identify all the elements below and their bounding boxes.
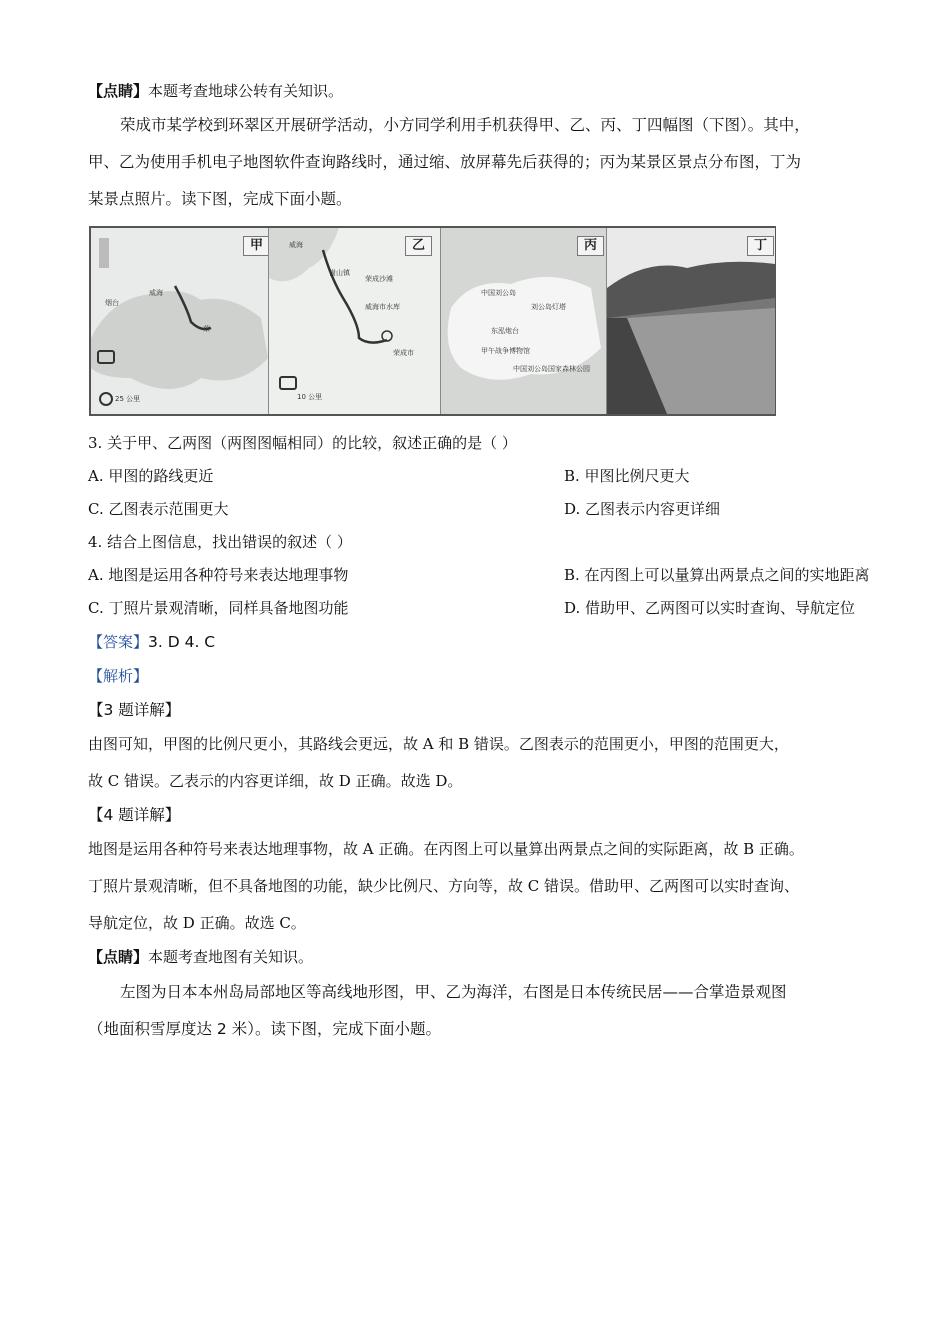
bing-poi-5: 中国刘公岛国家森林公园 [513,365,590,373]
q3-option-c: C. 乙图表示范围更大 [88,500,229,518]
detail-4-line-1: 地图是运用各种符号来表达地理事物，故 A 正确。在丙图上可以量算出两景点之间的实际距离，故 B 正确。 [88,840,804,858]
detail-4-line-2: 丁照片景观清晰，但不具备地图的功能，缺少比例尺、方向等，故 C 错误。借助甲、乙两图可以实时查询、 [88,877,800,895]
intro-line-1: 荣成市某学校到环翠区开展研学活动，小方同学利用手机获得甲、乙、丙、丁四幅图（下图）。其中， [120,116,810,134]
yi-place-weihai: 威海 [289,241,303,249]
q4-option-a: A. 地图是运用各种符号来表达地理事物 [88,566,349,584]
detail-4-line-3: 导航定位，故 D 正确。故选 C。 [88,914,306,932]
question-4: 4. 结合上图信息，找出错误的叙述（ ） [88,533,352,551]
panel-tag-jia: 甲 [243,236,268,256]
jia-place-weihai: 威海 [149,289,163,297]
yi-layer-icon[interactable] [279,376,297,390]
yi-place-rongcheng: 荣成市 [393,349,414,357]
detail-3-line-2: 故 C 错误。乙表示的内容更详细，故 D 正确。故选 D。 [88,772,463,790]
dianjing-text: 本题考查地球公转有关知识。 [148,82,344,100]
map-panel-bing [440,228,607,414]
photo-panel-ding [606,228,775,414]
dianjing-line-1 [88,81,343,101]
japan-intro-line-2: （地面积雪厚度达 2 米）。读下图，完成下面小题。 [88,1020,441,1038]
answer-bracket: 【答案】 [88,633,149,651]
dianjing-2-text: 本题考查地图有关知识。 [148,948,314,966]
jiexi-heading: 【解析】 [88,667,149,685]
dianjing-line-2 [88,947,313,967]
jia-place-rong: 荣 [203,325,210,333]
panel-tag-yi: 乙 [405,236,432,256]
map-panel-yi [268,228,441,414]
panel-tag-ding: 丁 [747,236,774,256]
bing-poi-1: 中国刘公岛 [481,289,516,297]
q3-option-a: A. 甲图的路线更近 [88,467,214,485]
jia-scale: 25 公里 [115,395,141,403]
yi-place-gushan: 崮山镇 [329,269,350,277]
bing-poi-4: 甲午战争博物馆 [481,347,530,355]
panel-tag-bing: 丙 [577,236,604,256]
jia-place-yantai: 烟台 [105,299,119,307]
map-jia-graphic [91,228,268,414]
yi-poi-2: 威海市水库 [365,303,400,311]
jia-locate-icon[interactable] [99,392,113,406]
q4-option-b: B. 在丙图上可以量算出两景点之间的实地距离 [564,566,870,584]
yi-poi-1: 荣成沙滩 [365,275,393,283]
dianjing-2-bracket: 【点睛】 [88,948,149,966]
map-panel-jia [91,228,268,414]
q3-option-b: B. 甲图比例尺更大 [564,467,690,485]
q3-row-1 [88,466,690,486]
map-figure [89,226,776,416]
intro-line-3: 某景点照片。读下图，完成下面小题。 [88,190,352,208]
q3-row-2 [88,499,721,519]
japan-intro-line-1: 左图为日本本州岛局部地区等高线地形图，甲、乙为海洋，右图是日本传统民居——合掌造景观图 [120,983,787,1001]
answer-text: 3. D 4. C [148,633,216,651]
detail-3-line-1: 由图可知，甲图的比例尺更小，其路线会更远，故 A 和 B 错误。乙图表示的范围更小，甲图的范围更大， [88,735,789,753]
dianjing-bracket: 【点睛】 [88,82,149,100]
q4-option-d: D. 借助甲、乙两图可以实时查询、导航定位 [564,599,856,617]
yi-scale: 10 公里 [297,393,323,401]
intro-line-2: 甲、乙为使用手机电子地图软件查询路线时，通过缩、放屏幕先后获得的；丙为某景区景点分布图，丁为 [88,153,802,171]
jia-layer-icon[interactable] [97,350,115,364]
answer-line [88,632,215,652]
bing-poi-3: 东泓炮台 [491,327,519,335]
bing-poi-2: 刘公岛灯塔 [531,303,566,311]
question-3: 3. 关于甲、乙两图（两图图幅相同）的比较，叙述正确的是（ ） [88,434,517,452]
detail-3-heading: 【3 题详解】 [88,701,181,719]
q3-option-d: D. 乙图表示内容更详细 [564,500,721,518]
detail-4-heading: 【4 题详解】 [88,806,181,824]
q4-row-1 [88,565,870,585]
q4-option-c: C. 丁照片景观清晰，同样具备地图功能 [88,599,349,617]
q4-row-2 [88,598,856,618]
